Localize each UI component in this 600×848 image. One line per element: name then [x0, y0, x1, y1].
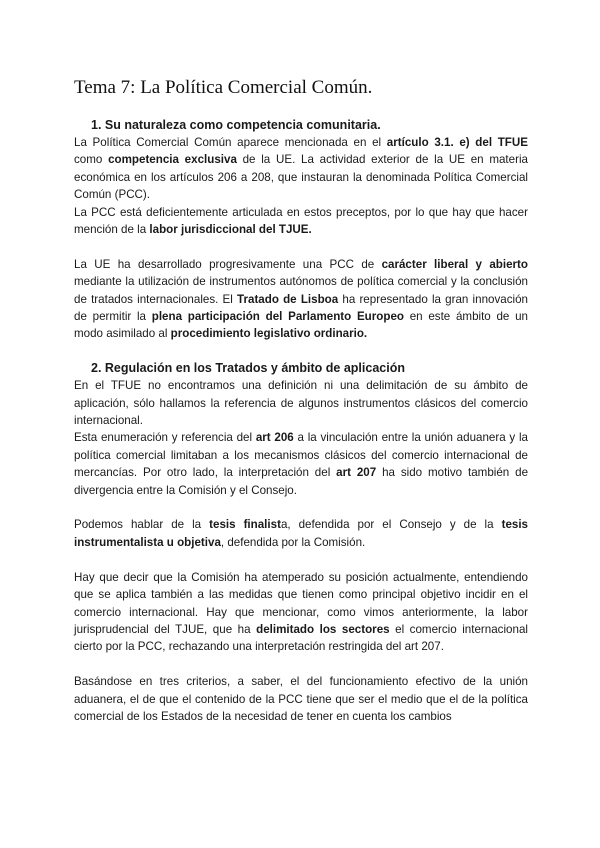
paragraph: Basándose en tres criterios, a saber, el del funcionamiento efectivo de la unión aduanera, el de que el contenido de la PCC tiene que ser el medio que el de la política comercial de los Estados de la necesidad de tener en cuenta los cambios: [74, 675, 528, 723]
paragraph: En el TFUE no encontramos una definición ni una delimitación de su ámbito de aplicación, sólo hallamos la referencia de algunos instrumentos clásicos del comercio internacional.: [74, 379, 528, 428]
paragraph: La PCC está deficientemente articulada en estos preceptos, por lo que hay que hacer mención de la labor jurisdiccional del TJUE.: [74, 205, 528, 237]
paragraph: La UE ha desarrollado progresivamente una PCC de carácter liberal y abierto mediante la utilización de instrumentos autónomos de política comercial y la conclusión de tratados internacionales. El Tratado de Lisboa ha representado la gran innovación de permitir la plena participación del Parlamento Europeo en este ámbito de un modo asimilado al procedimiento legislativo ordinario.: [74, 257, 529, 341]
section-heading-1: 1. Su naturaleza como competencia comunitaria.: [91, 118, 381, 132]
paragraph: Podemos hablar de la tesis finalista, defendida por el Consejo y de la tesis instrumentalista u objetiva, defendida por la Comisión.: [74, 518, 529, 549]
document-body: [74, 117, 528, 725]
paragraph: Hay que decir que la Comisión ha atemperado su posición actualmente, entendiendo que se aplica también a las medidas que tienen como principal objetivo incidir en el comercio internacional. Hay que mencionar, como vimos anteriormente, la labor jurisprudencial del TJUE, que ha delimitado los sectores el comercio internacional cierto por la PCC, rechazando una interpretación restringida del art 207.: [74, 570, 528, 654]
section-heading-2: 2. Regulación en los Tratados y ámbito de aplicación: [91, 361, 405, 376]
page-title: Tema 7: La Política Comercial Común.: [74, 77, 373, 98]
paragraph: Esta enumeración y referencia del art 206 a la vinculación entre la unión aduanera y la política comercial limitaban a los mecanismos clásicos del comercio internacional de mercancías. Por otro lado, la interpretación del art 207 ha sido motivo también de divergencia entre la Comisión y el Consejo.: [74, 431, 529, 497]
paragraph: La Política Comercial Común aparece mencionada en el artículo 3.1. e) del TFUE como competencia exclusiva de la UE. La actividad exterior de la UE en materia económica en los artículos 206 a 208, que instauran la denominada Política Comercial Común (PCC).: [74, 136, 528, 202]
